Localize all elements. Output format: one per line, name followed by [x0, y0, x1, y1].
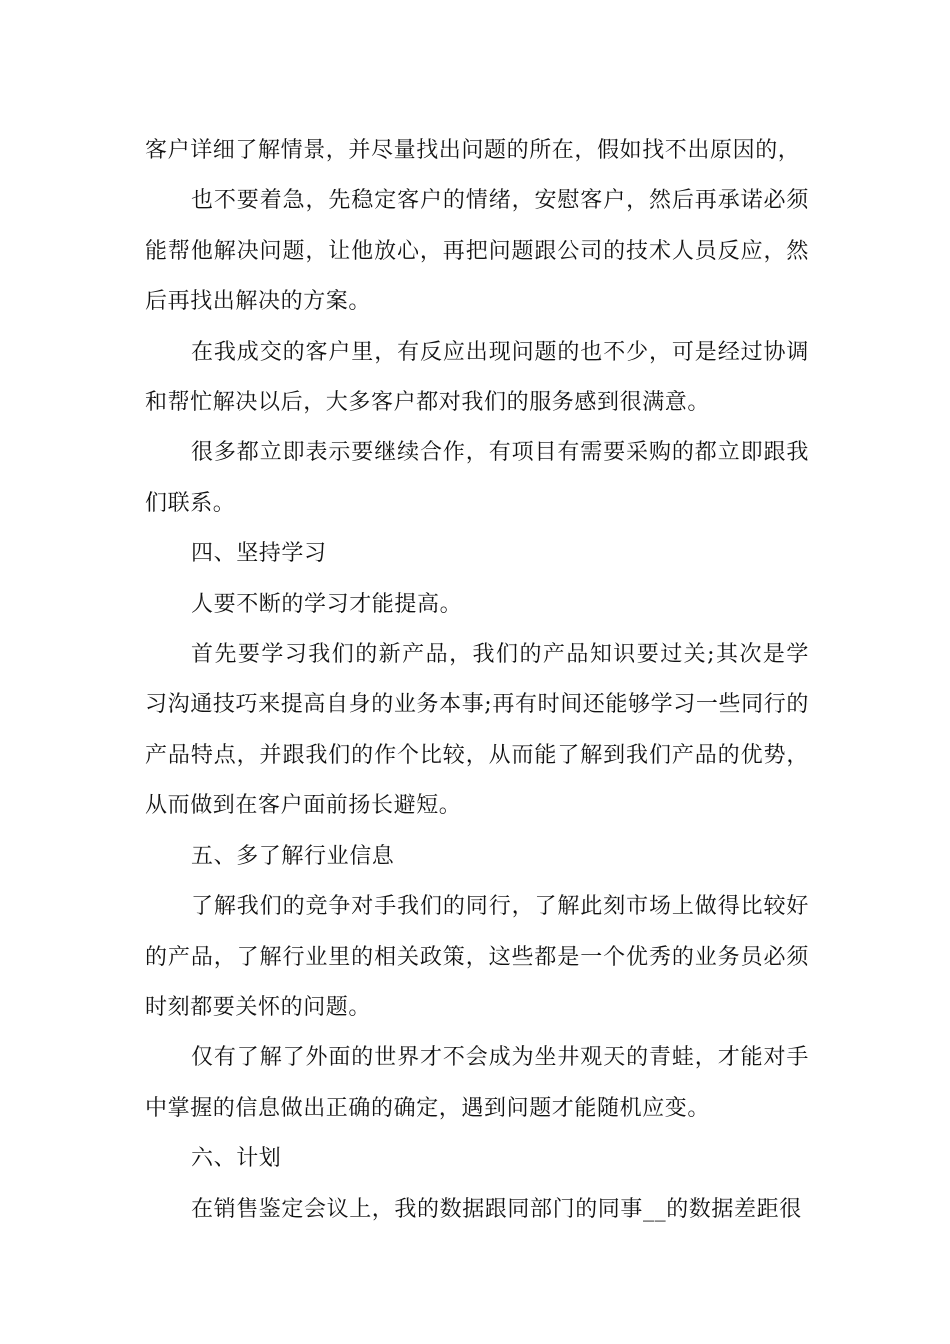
paragraph-10: 仅有了解了外面的世界才不会成为坐井观天的青蛙，才能对手中掌握的信息做出正确的确定，遇到问题才能随机应变。: [145, 1045, 809, 1121]
paragraph-9: 了解我们的竞争对手我们的同行，了解此刻市场上做得比较好的产品，了解行业里的相关政策，这些都是一个优秀的业务员必须时刻都要关怀的问题。: [145, 894, 809, 1020]
paragraph-1: 客户详细了解情景，并尽量找出问题的所在，假如找不出原因的，: [145, 138, 801, 163]
paragraph-7: 首先要学习我们的新产品，我们的产品知识要过关;其次是学习沟通技巧来提高自身的业务本事;再有时间还能够学习一些同行的产品特点，并跟我们的作个比较，从而能了解到我们产品的优势，从而做到在客户面前扬长避短。: [145, 642, 809, 819]
paragraph-12: 在销售鉴定会议上，我的数据跟同部门的同事__的数据差距很: [191, 1196, 802, 1222]
paragraph-6: 人要不断的学习才能提高。: [191, 591, 463, 617]
section-heading-5: 五、多了解行业信息: [191, 843, 395, 869]
section-heading-6: 六、计划: [191, 1146, 282, 1172]
paragraph-4: 很多都立即表示要继续合作，有项目有需要采购的都立即跟我们联系。: [145, 440, 809, 516]
document-body: [145, 126, 809, 1235]
paragraph-2: 也不要着急，先稳定客户的情绪，安慰客户，然后再承诺必须能帮他解决问题，让他放心，再把问题跟公司的技术人员反应，然后再找出解决的方案。: [145, 188, 809, 315]
section-heading-4: 四、坚持学习: [191, 541, 327, 567]
paragraph-3: 在我成交的客户里，有反应出现问题的也不少，可是经过协调和帮忙解决以后，大多客户都对我们的服务感到很满意。: [145, 339, 809, 416]
